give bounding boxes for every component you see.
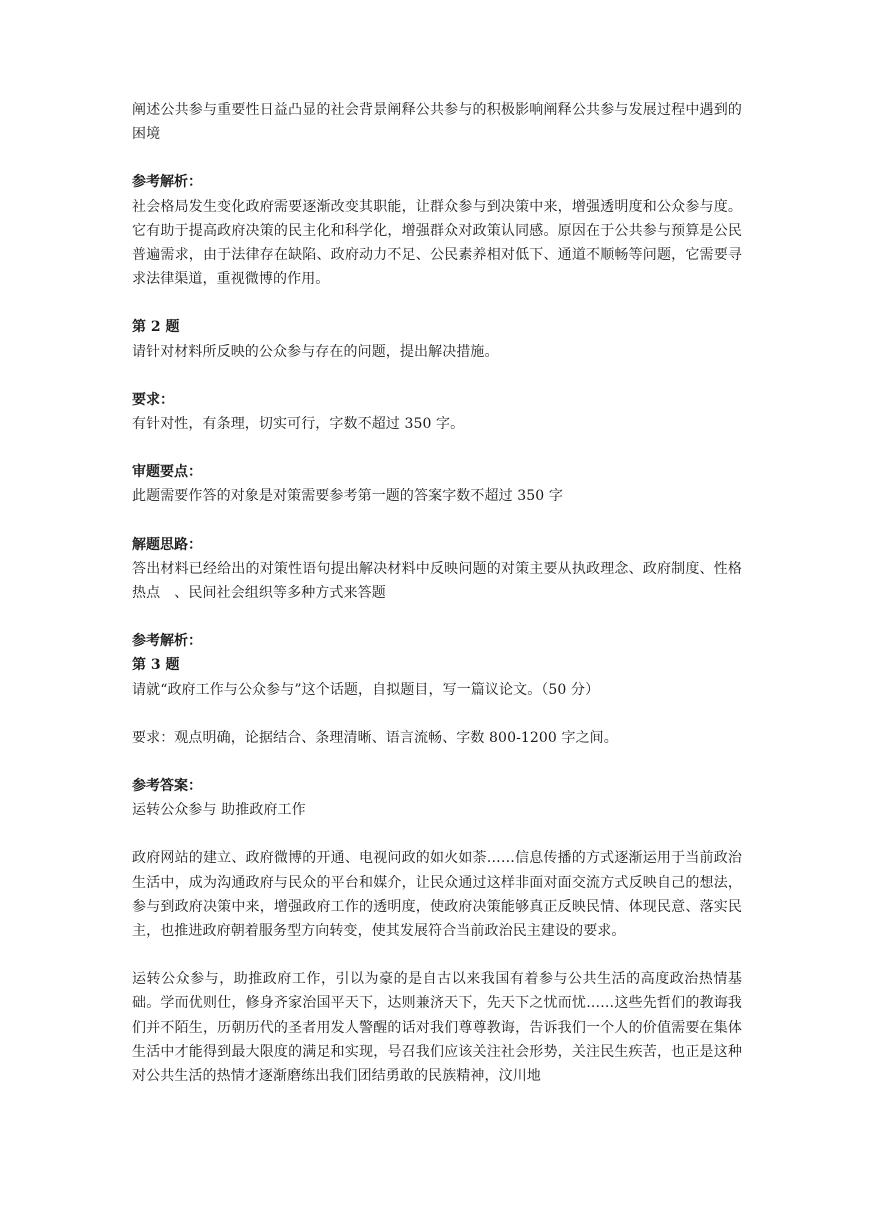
review-points-heading: 审题要点： <box>132 464 202 481</box>
reference-analysis-heading: 参考解析： <box>132 174 202 191</box>
reference-answer-heading: 参考答案： <box>132 778 202 795</box>
essay-paragraph-2: 运转公众参与，助推政府工作，引以为豪的是自古以来我国有着参与公共生活的高度政治热情基础。学而优则仕，修身齐家治国平天下，达则兼济天下，先天下之忧而忧……这些先哲们的教诲我们并不陌生，历朝历代的圣者用发人警醒的话对我们尊尊教诲，告诉我们一个人的价值需要在集体生活中才能得到最大限度的满足和实现，号召我们应该关注社会形势，关注民生疾苦，也正是这种对公共生活的热情才逐渐磨练出我们团结勇敢的民族精神，汶川地 <box>132 971 742 1085</box>
spacer <box>132 750 742 774</box>
question-2-heading: 第 2 题 <box>132 319 180 336</box>
spacer <box>132 291 742 315</box>
spacer <box>132 146 742 170</box>
reference-analysis-heading-2: 参考解析： <box>132 633 202 650</box>
spacer <box>132 605 742 629</box>
spacer <box>132 943 742 967</box>
spacer <box>132 436 742 460</box>
question-3-heading: 第 3 题 <box>132 657 180 674</box>
reference-analysis-body: 社会格局发生变化政府需要逐渐改变其职能，让群众参与到决策中来，增强透明度和公众参与度。它有助于提高政府决策的民主化和科学化，增强群众对政策认同感。原因在于公共参与预算是公民普遍需求，由于法律存在缺陷、政府动力不足、公民素养相对低下、通道不顺畅等问题，它需要寻求法律渠道，重视微博的作用。 <box>132 198 742 288</box>
essay-paragraph-1: 政府网站的建立、政府微博的开通、电视问政的如火如荼……信息传播的方式逐渐运用于当前政治生活中，成为沟通政府与民众的平台和媒介，让民众通过这样非面对面交流方式反映自己的想法，参与到政府决策中来，增强政府工作的透明度，使政府决策能够真正反映民情、体现民意、落实民主，也推进政府朝着服务型方向转变，使其发展符合当前政治民主建设的要求。 <box>132 850 742 940</box>
spacer <box>132 702 742 726</box>
requirements-heading: 要求： <box>132 391 174 408</box>
intro-text: 阐述公共参与重要性日益凸显的社会背景阐释公共参与的积极影响阐释公共参与发展过程中遇到的困境 <box>132 102 742 143</box>
requirements-body: 有针对性，有条理，切实可行，字数不超过 350 字。 <box>132 416 465 433</box>
review-points-body: 此题需要作答的对象是对策需要参考第一题的答案字数不超过 350 字 <box>132 488 563 505</box>
spacer <box>132 509 742 533</box>
essay-title: 运转公众参与 助推政府工作 <box>132 802 306 819</box>
spacer <box>132 364 742 388</box>
document-page <box>132 98 742 1088</box>
spacer <box>132 822 742 846</box>
question-2-body: 请针对材料所反映的公众参与存在的问题，提出解决措施。 <box>132 343 499 360</box>
question-3-body: 请就“政府工作与公众参与”这个话题，自拟题目，写一篇议论文。（50 分） <box>132 681 600 698</box>
solution-approach-heading: 解题思路： <box>132 536 202 553</box>
question-3-requirements: 要求：观点明确，论据结合、条理清晰、语言流畅、字数 800-1200 字之间。 <box>132 729 618 746</box>
solution-approach-body: 答出材料已经给出的对策性语句提出解决材料中反映问题的对策主要从执政理念、政府制度、性格热点 、民间社会组织等多种方式来答题 <box>132 560 742 602</box>
